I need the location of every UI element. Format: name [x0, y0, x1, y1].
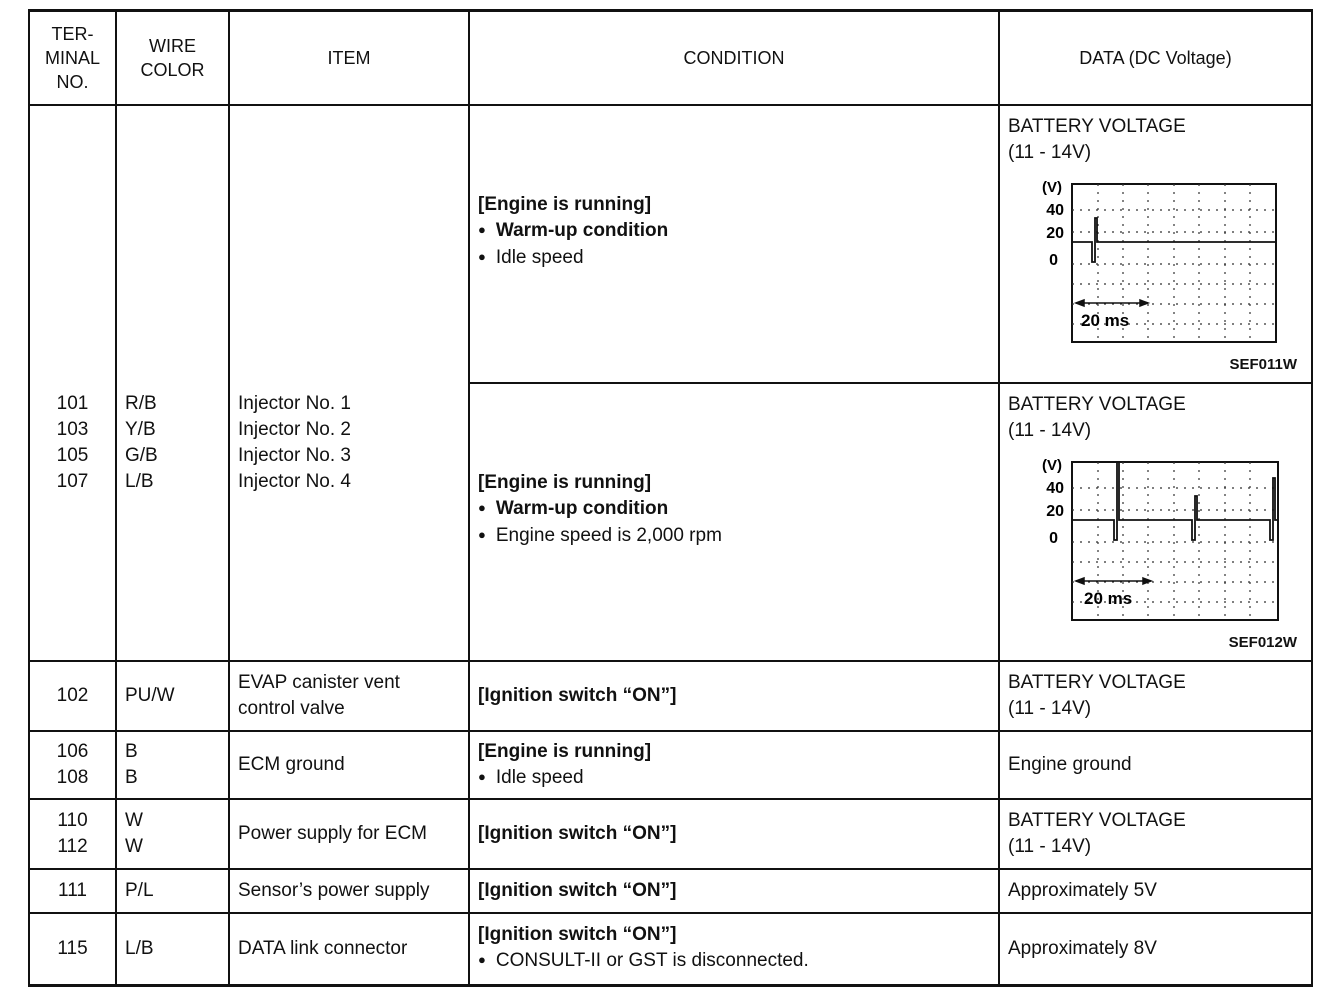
data-value: Approximately 5V [1008, 880, 1157, 901]
injector-wire-colors [116, 105, 229, 661]
injector-terminals [29, 105, 116, 661]
row-power-supply [29, 799, 1312, 869]
data-value: (11 - 14V) [1008, 836, 1092, 857]
terminal-cell [29, 869, 116, 913]
header-wire-color [116, 11, 229, 106]
item-label: Injector No. 4 [238, 471, 351, 492]
data-cell [999, 799, 1312, 869]
oscilloscope-waveform-idle [1008, 170, 1298, 360]
condition-bullet: ● Warm-up condition [478, 218, 990, 245]
header-item: ITEM [229, 11, 469, 106]
data-cell [999, 913, 1312, 985]
item-cell [229, 731, 469, 799]
wire-color: G/B [125, 445, 158, 466]
injector-condition-2000rpm [469, 383, 999, 661]
item-label: Sensor’s power supply [238, 880, 430, 901]
wire-color: W [125, 810, 143, 831]
condition-cell [469, 661, 999, 731]
terminal-number: 107 [56, 471, 89, 492]
wire-color: B [125, 741, 138, 762]
terminal-cell [29, 661, 116, 731]
data-cell [999, 731, 1312, 799]
item-label: Power supply for ECM [238, 823, 428, 844]
item-cell [229, 913, 469, 985]
row-data-link [29, 913, 1312, 985]
wire-color: L/B [125, 937, 154, 959]
scope-time-label: 20 ms [1081, 311, 1130, 330]
terminal-number: 106 [56, 741, 89, 762]
terminal-number: 101 [56, 393, 89, 414]
injector-data-idle [999, 105, 1312, 383]
row-sensor-power [29, 869, 1312, 913]
figure-code: SEF012W [1228, 634, 1297, 651]
wire-color: PU/W [125, 685, 175, 706]
wire-color-cell [116, 799, 229, 869]
header-condition: CONDITION [469, 11, 999, 106]
header-terminal-line: MINAL [44, 48, 100, 68]
header-data: DATA (DC Voltage) [999, 11, 1312, 106]
scope-y-tick: 40 [1046, 202, 1064, 219]
terminal-cell [29, 799, 116, 869]
scope-unit-label: (V) [1042, 457, 1062, 474]
figure-code: SEF011W [1229, 356, 1297, 373]
ecm-terminal-table [28, 9, 1313, 987]
data-value: BATTERY VOLTAGE [1008, 116, 1186, 137]
condition-bullet: ● Idle speed [478, 765, 990, 792]
terminal-cell [29, 731, 116, 799]
wire-color-cell [116, 731, 229, 799]
header-wire-line: WIRE [149, 36, 196, 56]
injector-items [229, 105, 469, 661]
oscilloscope-waveform-2000rpm [1008, 448, 1298, 638]
condition-cell [469, 799, 999, 869]
scope-y-tick: 0 [1049, 252, 1058, 269]
condition-cell [469, 731, 999, 799]
wire-color: P/L [125, 880, 154, 901]
data-value: BATTERY VOLTAGE [1008, 810, 1186, 831]
data-value: Engine ground [1008, 754, 1132, 775]
terminal-number: 111 [58, 880, 87, 901]
terminal-number: 108 [56, 767, 89, 788]
item-cell [229, 869, 469, 913]
data-value: Approximately 8V [1008, 937, 1157, 959]
wire-color: W [125, 836, 143, 857]
terminal-number: 112 [57, 836, 88, 857]
data-value: (11 - 14V) [1008, 142, 1092, 163]
wire-color-cell [116, 661, 229, 731]
injector-condition-idle [469, 105, 999, 383]
wire-color: B [125, 767, 138, 788]
condition-title: [Engine is running] [478, 740, 652, 762]
item-cell [229, 799, 469, 869]
scope-y-tick: 0 [1049, 530, 1058, 547]
condition-bullet: ● CONSULT-II or GST is disconnected. [478, 948, 990, 975]
data-value: (11 - 14V) [1008, 420, 1092, 441]
data-cell [999, 661, 1312, 731]
terminal-number: 115 [57, 937, 88, 959]
condition-title: [Ignition switch “ON”] [478, 924, 677, 946]
wire-color-cell [116, 869, 229, 913]
wire-color: Y/B [125, 419, 156, 440]
terminal-number: 110 [57, 810, 88, 831]
scope-unit-label: (V) [1042, 179, 1062, 196]
condition-title: [Ignition switch “ON”] [478, 880, 677, 901]
scope-y-tick: 40 [1046, 480, 1064, 497]
condition-bullet: ● Engine speed is 2,000 rpm [478, 523, 990, 550]
item-label: control valve [238, 698, 345, 719]
condition-title: [Engine is running] [478, 472, 652, 493]
injector-data-2000rpm [999, 383, 1312, 661]
terminal-number: 103 [56, 419, 89, 440]
condition-title: [Ignition switch “ON”] [478, 685, 677, 706]
injector-row-1 [29, 105, 1312, 383]
terminal-number: 102 [56, 685, 89, 706]
wire-color-cell [116, 913, 229, 985]
wire-color: L/B [125, 471, 154, 492]
header-terminal-no [29, 11, 116, 106]
item-label: ECM ground [238, 754, 345, 775]
condition-bullet: ● Warm-up condition [478, 496, 990, 523]
item-label: Injector No. 3 [238, 445, 351, 466]
header-wire-line: COLOR [140, 60, 205, 80]
data-value: (11 - 14V) [1008, 698, 1092, 719]
header-terminal-line: NO. [56, 72, 89, 92]
row-ecm-ground [29, 731, 1312, 799]
scope-y-tick: 20 [1046, 503, 1064, 520]
scope-time-label: 20 ms [1084, 589, 1133, 608]
item-cell [229, 661, 469, 731]
terminal-cell [29, 913, 116, 985]
wire-color: R/B [125, 393, 157, 414]
item-label: EVAP canister vent [238, 672, 400, 693]
scope-time-marker [1076, 578, 1151, 584]
terminal-number: 105 [56, 445, 89, 466]
scope-trace [1072, 462, 1278, 540]
scope-time-marker [1076, 300, 1148, 306]
header-terminal-line: TER- [51, 24, 94, 44]
scope-y-tick: 20 [1046, 225, 1064, 242]
condition-title: [Ignition switch “ON”] [478, 823, 677, 844]
condition-cell [469, 913, 999, 985]
data-value: BATTERY VOLTAGE [1008, 394, 1186, 415]
condition-bullet: ● Idle speed [478, 245, 990, 272]
item-label: Injector No. 1 [238, 393, 351, 414]
condition-cell [469, 869, 999, 913]
condition-title: [Engine is running] [478, 194, 652, 215]
header-row [29, 11, 1312, 106]
item-label: DATA link connector [238, 937, 408, 959]
row-evap-vent [29, 661, 1312, 731]
data-value: BATTERY VOLTAGE [1008, 672, 1186, 693]
item-label: Injector No. 2 [238, 419, 351, 440]
data-cell [999, 869, 1312, 913]
